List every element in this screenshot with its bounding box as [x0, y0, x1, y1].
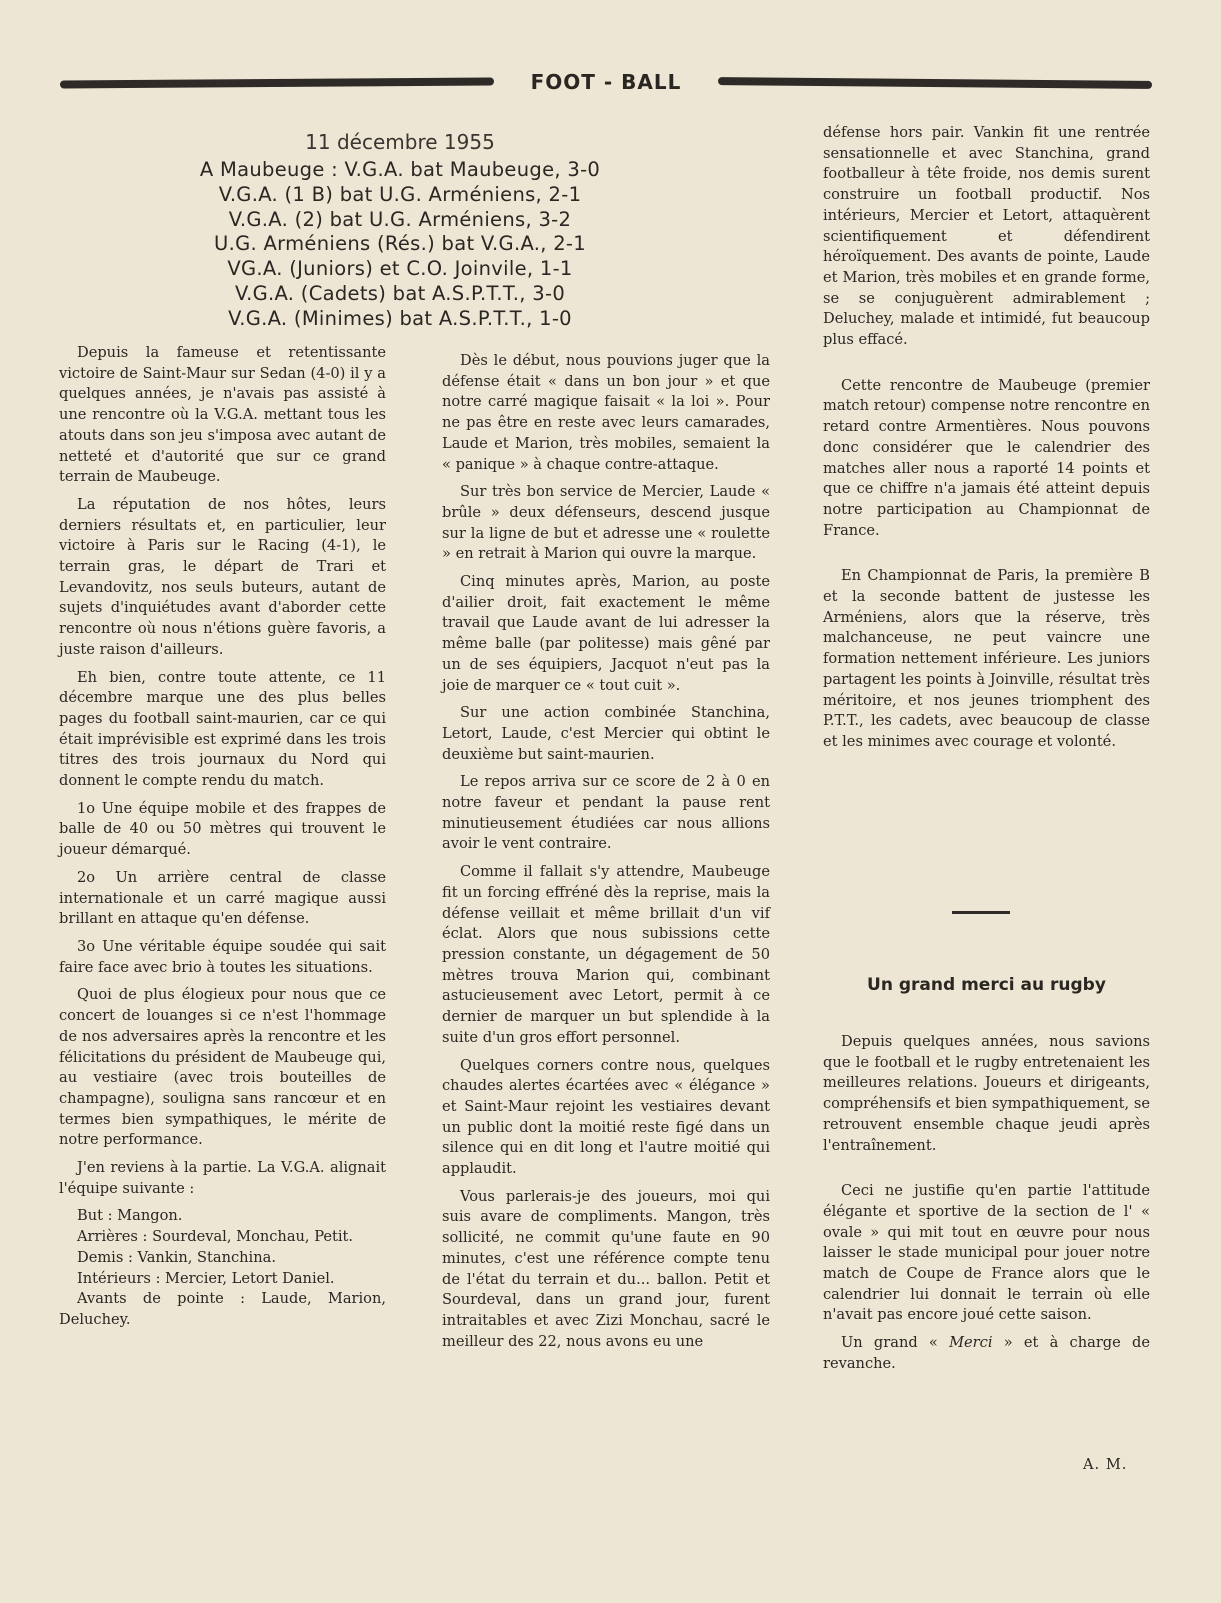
- paragraph: Comme il fallait s'y attendre, Maubeuge fit un forcing effréné dès la reprise, mais la défense veillait et même brillait d'un vif éclat. Alors que nous subissions cette pression constante, un dégagement de 50 mètres trouva Marion qui, combinant astucieusement avec Letort, permit à ce dernier de marquer un but splendide à la suite d'un gros effort personnel.: [442, 863, 770, 1046]
- section-header: [60, 70, 1152, 102]
- result-line: VG.A. (Juniors) et C.O. Joinvile, 1-1: [227, 257, 573, 281]
- paragraph: Cinq minutes après, Marion, au poste d'ailier droit, fait exactement le même travail que Laude avant de lui adresser la même balle (par politesse) mais gêné par un de ses équipiers, Jacquot n'eut pas la joie de marquer ce « tout cuit ».: [442, 573, 770, 694]
- rugby-article: [823, 1032, 1150, 1382]
- article-column-2: [442, 351, 770, 1359]
- article-column-1: [59, 343, 386, 1331]
- paragraph: Depuis la fameuse et retentissante victoire de Saint-Maur sur Sedan (4-0) il y a quelques années, je n'avais pas assisté à une rencontre où la V.G.A. mettant tous les atouts dans son jeu s'imposa avec autant de netteté et d'autorité que sur ce grand terrain de Maubeuge.: [59, 344, 386, 486]
- paragraph: Sur très bon service de Mercier, Laude « brûle » deux défenseurs, descend jusque sur la ligne de but et adresse une « roulette » en retrait à Marion qui ouvre la marque.: [442, 483, 770, 563]
- paragraph: Ceci ne justifie qu'en partie l'attitude élégante et sportive de la section de l' « ovale » qui mit tout en œuvre pour nous laisser le stade municipal pour jouer notre match de Coupe de France alors que le calendrier lui donnait le terrain où elle n'avait pas encore joué cette saison.: [823, 1182, 1150, 1324]
- paragraph: 2o Un arrière central de classe internationale et un carré magique aussi brillant en attaque qu'en défense.: [59, 868, 386, 928]
- article-column-3: [823, 123, 1150, 760]
- paragraph: 3o Une véritable équipe soudée qui sait faire face avec brio à toutes les situations.: [59, 937, 386, 976]
- text: Un grand «: [841, 1334, 950, 1352]
- paragraph: Eh bien, contre toute attente, ce 11 décembre marque une des plus belles pages du football saint-maurien, car ce qui était imprévisible est exprimé dans les trois titres des trois journaux du Nord qui donnent le compte rendu du match.: [59, 668, 386, 790]
- emphasis: Merci: [949, 1334, 993, 1352]
- divider: [952, 911, 1010, 914]
- section-title: FOOT - BALL: [530, 70, 682, 94]
- paragraph: Vous parlerais-je des joueurs, moi qui suis avare de compliments. Mangon, très sollicité, ne commit qu'une faute en 90 minutes, c'est une référence compte tenu de l'état du terrain et du... ballon. Petit et Sourdeval, dans un grand jour, furent intraitables et avec Zizi Monchau, sacré le meilleur des 22, nous avons eu une: [442, 1187, 770, 1350]
- paragraph: défense hors pair. Vankin fit une rentrée sensationnelle et avec Stanchina, grand footballeur à tête froide, nos demis surent construire un football productif. Nos intérieurs, Mercier et Letort, attaquèrent scientifiquement et défendirent héroïquement. Des avants de pointe, Laude et Marion, très mobiles et en grande forme, se se conjuguèrent admirablement ; Deluchey, malade et intimidé, fut beaucoup plus effacé.: [823, 124, 1150, 349]
- paragraph: [823, 1333, 1150, 1374]
- paragraph: La réputation de nos hôtes, leurs derniers résultats et, en particulier, leur victoire à Paris sur le Racing (4-1), le terrain gras, le départ de Trari et Levandovitz, nos seuls buteurs, autant de sujets d'inquiétudes avant d'aborder cette rencontre où nous n'étions guère favoris, a juste raison d'ailleurs.: [59, 495, 386, 658]
- paragraph: Sur une action combinée Stanchina, Letort, Laude, c'est Mercier qui obtint le deuxième but saint-maurien.: [442, 704, 770, 763]
- text: » et à charge de revanche.: [823, 1334, 1150, 1372]
- result-line: V.G.A. (Minimes) bat A.S.P.T.T., 1-0: [228, 306, 572, 330]
- paragraph: Depuis quelques années, nous savions que le football et le rugby entretenaient les meilleures relations. Joueurs et dirigeants, compréhensifs et bien sympathiquement, se retrouvent ensemble chaque jeudi après l'entraînement.: [823, 1033, 1150, 1154]
- team-line: Avants de pointe : Laude, Marion, Deluchey.: [59, 1290, 386, 1328]
- team-line: Demis : Vankin, Stanchina.: [77, 1248, 276, 1266]
- team-line: Intérieurs : Mercier, Letort Daniel.: [77, 1269, 335, 1287]
- team-line: But : Mangon.: [77, 1207, 183, 1225]
- result-line: V.G.A. (Cadets) bat A.S.P.T.T., 3-0: [234, 281, 566, 305]
- result-line: V.G.A. (1 B) bat U.G. Arméniens, 2-1: [218, 182, 582, 206]
- paragraph: Quoi de plus élogieux pour nous que ce concert de louanges si ce n'est l'hommage de nos adversaires après la rencontre et les félicitations du président de Maubeuge qui, au vestiaire (avec trois bouteilles de champagne), souligna sans rancœur et en termes bien sympathiques, le mérite de notre performance.: [59, 986, 386, 1149]
- result-line: V.G.A. (2) bat U.G. Arméniens, 3-2: [228, 207, 572, 231]
- results-date: 11 décembre 1955: [305, 130, 495, 154]
- paragraph: Cette rencontre de Maubeuge (premier match retour) compense notre rencontre en retard contre Armentières. Nous pouvons donc considérer que le calendrier des matches aller nous a raporté 14 points et que ce chiffre n'a jamais été atteint depuis notre participation au Championnat de France.: [823, 376, 1150, 539]
- paragraph: 1o Une équipe mobile et des frappes de balle de 40 ou 50 mètres qui trouvent le joueur démarqué.: [59, 799, 386, 859]
- result-line: U.G. Arméniens (Rés.) bat V.G.A., 2-1: [214, 232, 586, 256]
- result-line: A Maubeuge : V.G.A. bat Maubeuge, 3-0: [199, 158, 601, 181]
- paragraph: Dès le début, nous pouvions juger que la défense était « dans un bon jour » et que notre carré magique faisait « la loi ». Pour ne pas être en reste avec leurs camarades, Laude et Marion, très mobiles, semaient la « panique » à chaque contre-attaque.: [442, 352, 770, 473]
- paragraph: Le repos arriva sur ce score de 2 à 0 en notre faveur et pendant la pause rent minutieusement étudiées car nous allions avoir le vent contraire.: [442, 773, 770, 853]
- results-box: [150, 130, 650, 332]
- paragraph: En Championnat de Paris, la première B et la seconde battent de justesse les Arméniens, alors que la réserve, très malchanceuse, ne peut vaincre une formation nettement inférieure. Les juniors partagent les points à Joinville, résultat très méritoire, et nos jeunes triomphent des P.T.T., les cadets, avec beaucoup de classe et les minimes avec courage et volonté.: [823, 567, 1150, 750]
- paragraph: J'en reviens à la partie. La V.G.A. alignait l'équipe suivante :: [59, 1159, 386, 1197]
- rugby-title: Un grand merci au rugby: [867, 975, 1106, 995]
- team-line: Arrières : Sourdeval, Monchau, Petit.: [77, 1228, 354, 1246]
- signature: A. M.: [1083, 1456, 1128, 1473]
- paragraph: Quelques corners contre nous, quelques chaudes alertes écartées avec « élégance » et Saint-Maur rejoint les vestiaires devant un public dont la moitié reste figé dans un silence qui en dit long et l'autre moitié qui applaudit.: [442, 1056, 770, 1178]
